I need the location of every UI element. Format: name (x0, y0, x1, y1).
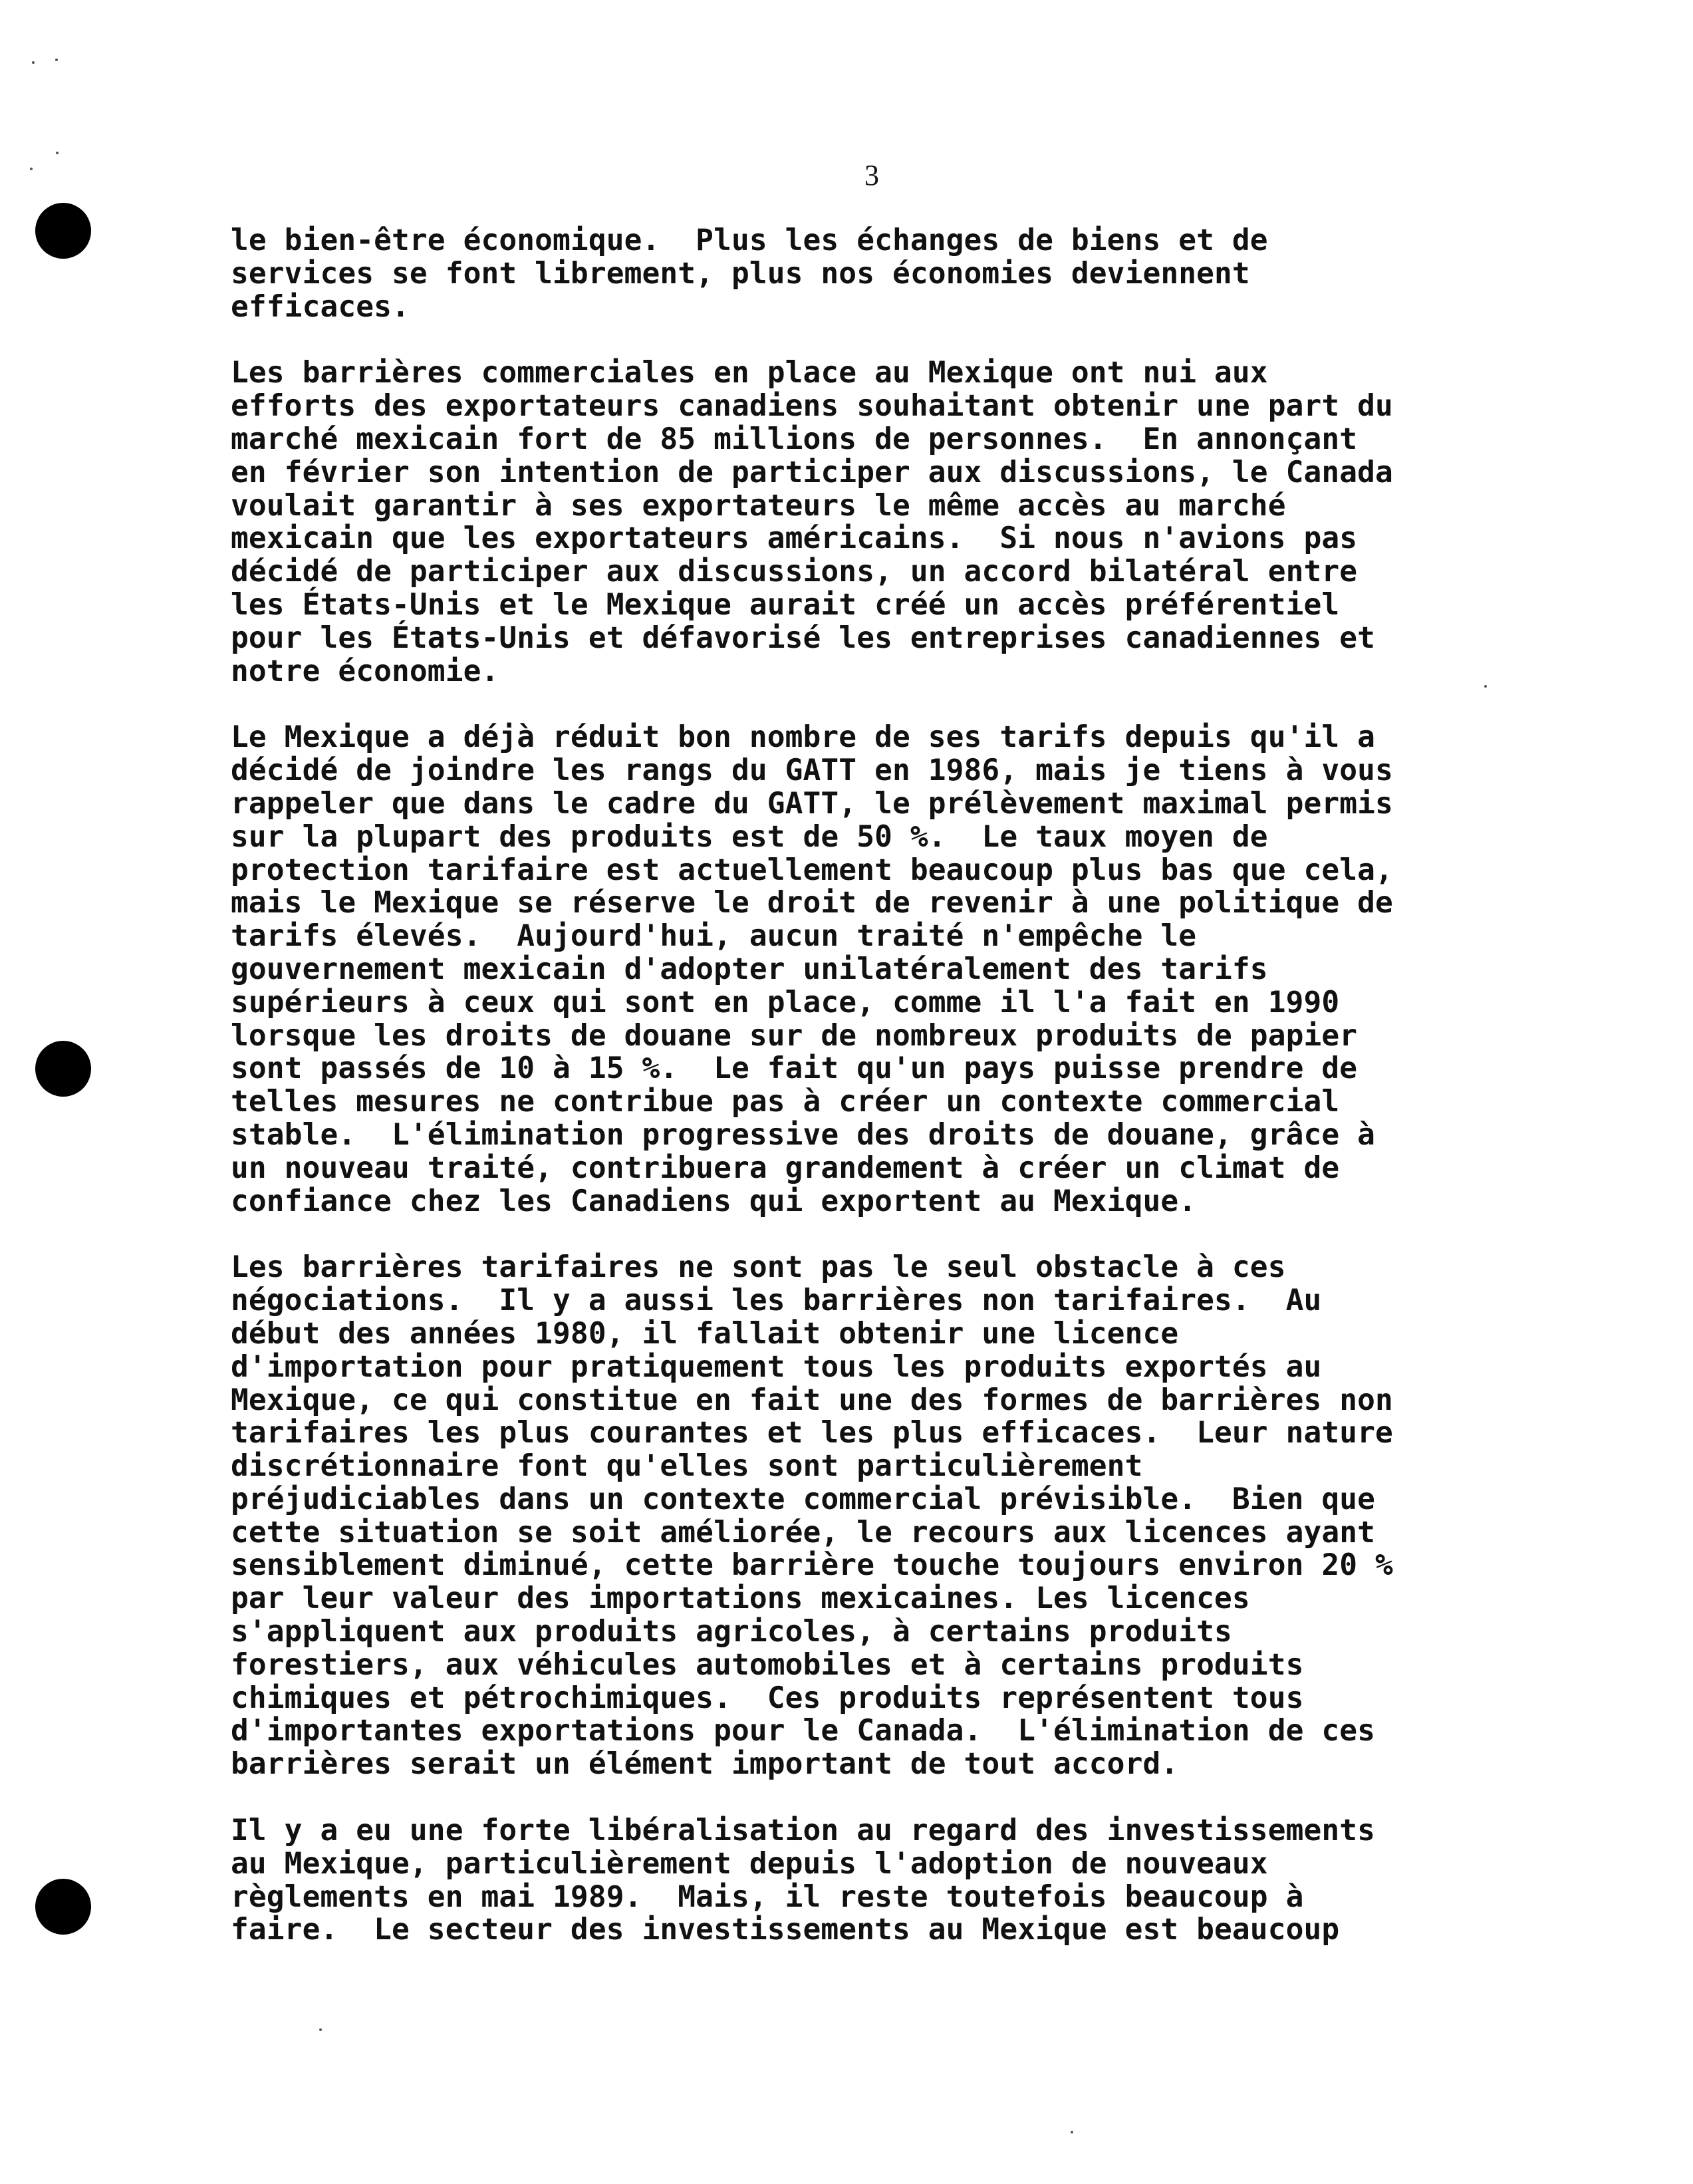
text-line: protection tarifaire est actuellement beaucoup plus bas que cela, (231, 853, 1393, 887)
text-line: cette situation se soit améliorée, le recours aux licences ayant (231, 1515, 1376, 1550)
punch-hole (35, 203, 91, 259)
text-line: sensiblement diminué, cette barrière touche toujours environ 20 % (231, 1548, 1393, 1583)
text-line: tarifs élevés. Aujourd'hui, aucun traité n'empêche le (231, 919, 1197, 954)
text-line: règlements en mai 1989. Mais, il reste toutefois beaucoup à (231, 1879, 1304, 1914)
text-line: Le Mexique a déjà réduit bon nombre de ses tarifs depuis qu'il a (231, 720, 1376, 755)
text-line: Les barrières tarifaires ne sont pas le seul obstacle à ces (231, 1250, 1286, 1285)
text-line: décidé de participer aux discussions, un accord bilatéral entre (231, 555, 1358, 589)
text-line: début des années 1980, il fallait obtenir une licence (231, 1316, 1179, 1351)
text-line: en février son intention de participer aux discussions, le Canada (231, 455, 1393, 489)
text-line: le bien-être économique. Plus les échanges de biens et de (231, 223, 1268, 257)
document-body (231, 224, 1561, 1980)
text-line: confiance chez les Canadiens qui exportent au Mexique. (231, 1184, 1197, 1218)
text-line: stable. L'élimination progressive des droits de douane, grâce à (231, 1117, 1376, 1152)
text-line: les États-Unis et le Mexique aurait créé un accès préférentiel (231, 587, 1340, 622)
scan-speck (1071, 2131, 1073, 2133)
text-line: Les barrières commerciales en place au Mexique ont nui aux (231, 356, 1268, 390)
paragraph-5 (231, 1814, 1561, 1947)
text-line: d'importantes exportations pour le Canada. L'élimination de ces (231, 1714, 1376, 1748)
text-line: voulait garantir à ses exportateurs le même accès au marché (231, 488, 1286, 523)
text-line: Mexique, ce qui constitue en fait une des formes de barrières non (231, 1383, 1393, 1417)
text-line: négociations. Il y a aussi les barrières non tarifaires. Au (231, 1284, 1322, 1318)
punch-hole (35, 1879, 91, 1935)
paragraph-4 (231, 1251, 1561, 1781)
text-line: forestiers, aux véhicules automobiles et à certains produits (231, 1647, 1304, 1682)
text-line: mexicain que les exportateurs américains. Si nous n'avions pas (231, 521, 1358, 556)
text-line: pour les États-Unis et défavorisé les entreprises canadiennes et (231, 620, 1376, 655)
text-line: un nouveau traité, contribuera grandement à créer un climat de (231, 1151, 1340, 1185)
text-line: efforts des exportateurs canadiens souhaitant obtenir une part du (231, 389, 1393, 424)
page-number: 3 (864, 159, 879, 192)
paragraph-2 (231, 356, 1561, 688)
punch-hole (35, 1041, 91, 1097)
scan-speck (56, 152, 59, 154)
paragraph-1 (231, 224, 1561, 323)
text-line: rappeler que dans le cadre du GATT, le prélèvement maximal permis (231, 786, 1393, 821)
text-line: sont passés de 10 à 15 %. Le fait qu'un pays puisse prendre de (231, 1051, 1358, 1086)
scan-speck (55, 59, 58, 61)
text-line: sur la plupart des produits est de 50 %. Le taux moyen de (231, 819, 1268, 854)
text-line: notre économie. (231, 654, 499, 688)
paragraph-3 (231, 721, 1561, 1218)
text-line: préjudiciables dans un contexte commercial prévisible. Bien que (231, 1482, 1376, 1516)
scan-speck (319, 2028, 322, 2031)
text-line: au Mexique, particulièrement depuis l'adoption de nouveaux (231, 1846, 1268, 1881)
text-line: décidé de joindre les rangs du GATT en 1986, mais je tiens à vous (231, 753, 1393, 788)
text-line: s'appliquent aux produits agricoles, à certains produits (231, 1615, 1232, 1649)
text-line: discrétionnaire font qu'elles sont particulièrement (231, 1449, 1143, 1484)
text-line: supérieurs à ceux qui sont en place, comme il l'a fait en 1990 (231, 985, 1340, 1020)
text-line: marché mexicain fort de 85 millions de personnes. En annonçant (231, 422, 1358, 456)
text-line: d'importation pour pratiquement tous les produits exportés au (231, 1349, 1322, 1384)
text-line: mais le Mexique se réserve le droit de revenir à une politique de (231, 886, 1393, 920)
scan-speck (30, 168, 33, 170)
text-line: Il y a eu une forte libéralisation au regard des investissements (231, 1814, 1376, 1848)
text-line: par leur valeur des importations mexicaines. Les licences (231, 1581, 1250, 1616)
text-line: telles mesures ne contribue pas à créer un contexte commercial (231, 1085, 1340, 1119)
scan-speck (32, 61, 35, 64)
text-line: gouvernement mexicain d'adopter unilatéralement des tarifs (231, 952, 1268, 986)
text-line: barrières serait un élément important de tout accord. (231, 1747, 1179, 1782)
text-line: tarifaires les plus courantes et les plus efficaces. Leur nature (231, 1416, 1393, 1450)
text-line: efficaces. (231, 289, 410, 324)
text-line: faire. Le secteur des investissements au Mexique est beaucoup (231, 1913, 1340, 1947)
text-line: lorsque les droits de douane sur de nombreux produits de papier (231, 1018, 1358, 1053)
text-line: chimiques et pétrochimiques. Ces produits représentent tous (231, 1681, 1304, 1715)
text-line: services se font librement, plus nos économies deviennent (231, 256, 1250, 291)
